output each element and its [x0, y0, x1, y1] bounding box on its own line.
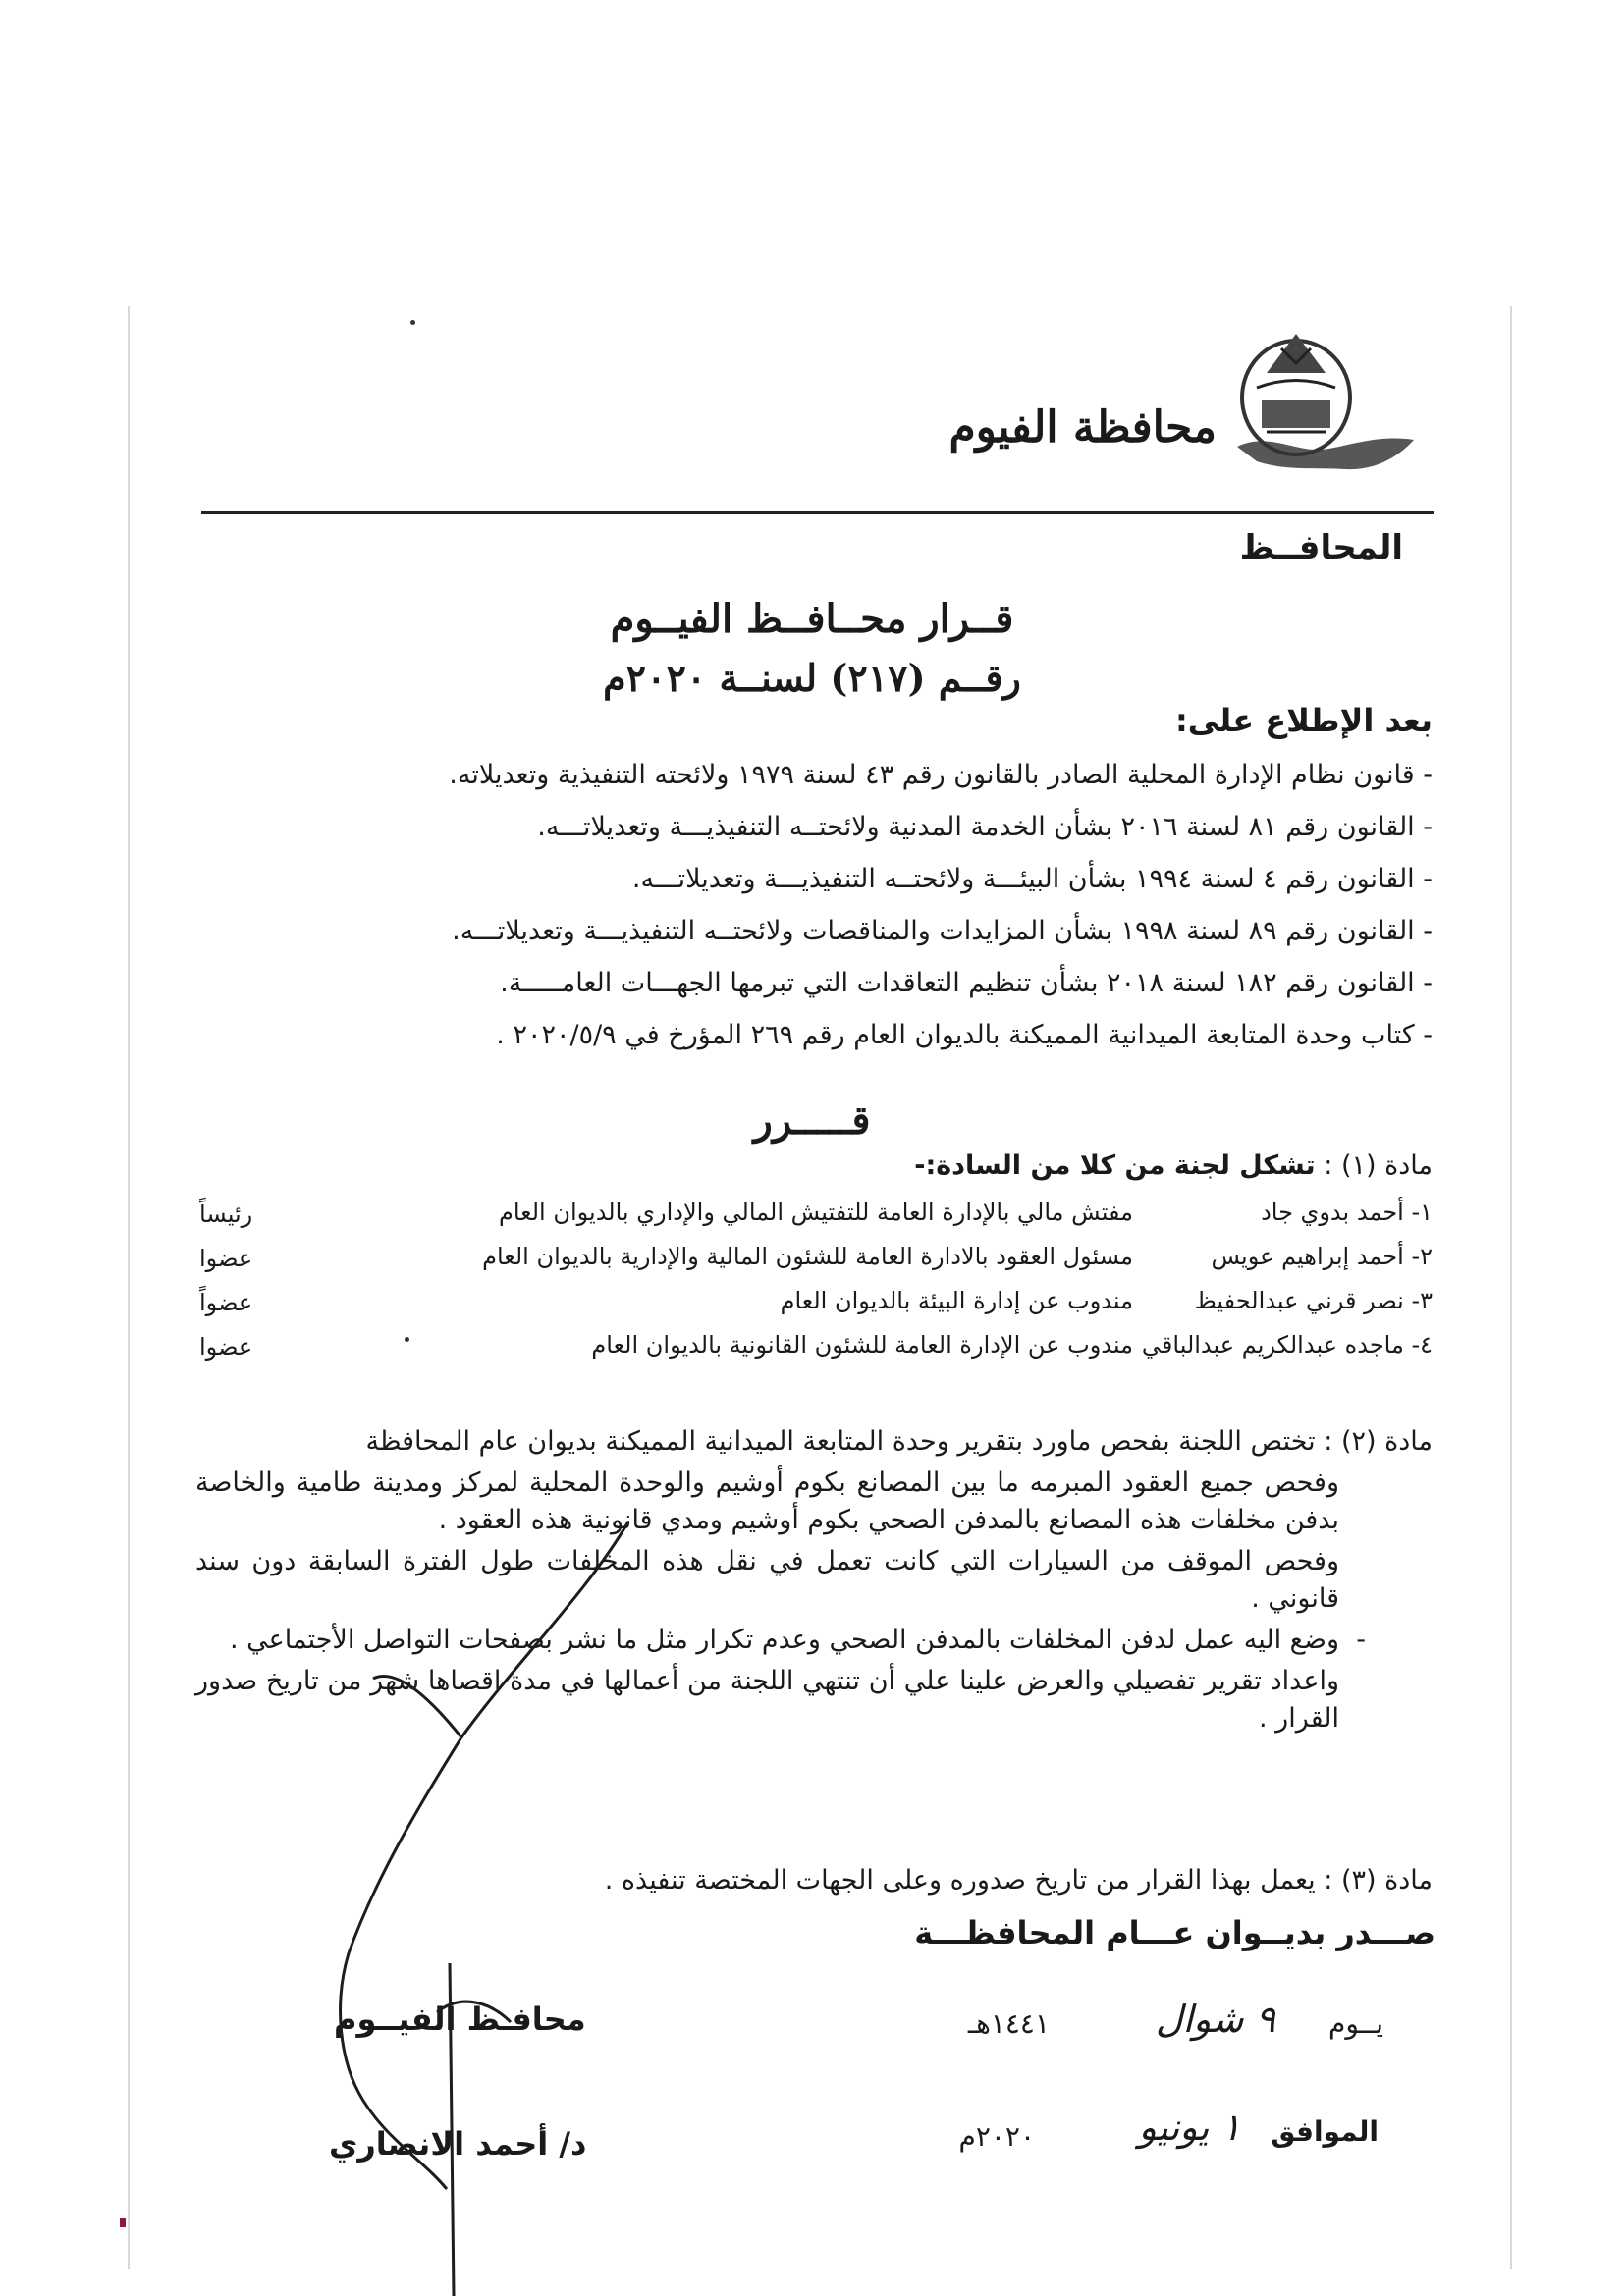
day-label: يــوم — [1328, 2007, 1383, 2040]
laws-list — [195, 749, 1433, 1061]
article-3-label: مادة (٣) : — [1324, 1865, 1433, 1896]
decides-heading: قـــــرر — [753, 1097, 871, 1144]
member-row — [195, 1193, 1433, 1237]
member-role: عضوا — [199, 1333, 253, 1361]
signatory-title: محافـظ الفيــوم — [334, 2001, 586, 2038]
article-1 — [914, 1150, 1433, 1181]
signatory-name: د/ أحمد الانصاري — [329, 2125, 587, 2163]
member-position: مسئول العقود بالادارة العامة للشئون المالية والإدارية بالديوان العام — [482, 1243, 1133, 1270]
governorate-name: محافظة الفيوم — [948, 402, 1217, 453]
member-role: رئيساً — [199, 1201, 253, 1228]
article-2-para: واعداد تقرير تفصيلي والعرض علينا علي أن تنتهي اللجنة من أعمالها في مدة اقصاها شهر من تاريخ صدور القرار . — [195, 1666, 1339, 1734]
member-position: مندوب عن إدارة البيئة بالديوان العام — [780, 1287, 1133, 1314]
article-2-para: - وضع اليه عمل لدفن المخلفات بالمدفن الصحي وعدم تكرار مثل ما نشر بصفحات التواصل الأجتماعي . — [195, 1622, 1433, 1659]
stray-mark — [410, 320, 415, 325]
decree-number: رقــم (٢١٧) لسنــة ٢٠٢٠م — [603, 656, 1021, 700]
decree-title: قــرار محــافــظ الفيــوم — [610, 596, 1014, 642]
article-2-lead-text: تختص اللجنة بفحص ماورد بتقرير وحدة المتابعة الميدانية المميكنة بديوان عام المحافظة — [365, 1426, 1316, 1457]
law-item: - القانون رقم ٨٩ لسنة ١٩٩٨ بشأن المزايدات والمناقصات ولائحتــه التنفيذيـــة وتعديلاتـــه. — [452, 916, 1433, 946]
law-item: - القانون رقم ١٨٢ لسنة ٢٠١٨ بشأن تنظيم التعاقدات التي تبرمها الجهـــات العامـــــة. — [500, 968, 1433, 998]
member-name: ٢- أحمد إبراهيم عويس — [1211, 1243, 1433, 1270]
gregorian-date-handwritten: ١ يونيو — [1138, 2106, 1241, 2149]
member-row — [195, 1281, 1433, 1325]
member-name: ١- أحمد بدوي جاد — [1261, 1199, 1433, 1226]
gregorian-year: ٢٠٢٠م — [958, 2120, 1035, 2153]
member-name: ٤- ماجده عبدالكريم عبدالباقي — [1141, 1331, 1433, 1359]
article-3-text: يعمل بهذا القرار من تاريخ صدوره وعلى الجهات المختصة تنفيذه . — [604, 1865, 1316, 1896]
member-row — [195, 1237, 1433, 1281]
member-position: مندوب عن الإدارة العامة للشئون القانونية بالديوان العام — [591, 1331, 1133, 1359]
member-name: ٣- نصر قرني عبدالحفيظ — [1194, 1287, 1433, 1314]
member-role: عضوا — [199, 1245, 253, 1272]
law-item: - القانون رقم ٤ لسنة ١٩٩٤ بشأن البيئـــة ولائحتــه التنفيذيـــة وتعديلاتـــه. — [631, 864, 1433, 894]
preamble-heading: بعد الإطلاع على: — [1174, 702, 1433, 739]
law-item: - كتاب وحدة المتابعة الميدانية المميكنة بالديوان العام رقم ٢٦٩ المؤرخ في ٢٠٢٠/٥/٩ . — [496, 1020, 1433, 1050]
article-2-para: وفحص الموقف من السيارات التي كانت تعمل في نقل هذه المخلفات طول الفترة السابقة دون سند قانوني . — [195, 1546, 1339, 1614]
article-2-lead — [195, 1423, 1433, 1461]
issued-at: صـــدر بديــوان عـــام المحافظـــة — [914, 1914, 1435, 1951]
law-item: - القانون رقم ٨١ لسنة ٢٠١٦ بشأن الخدمة المدنية ولائحتــه التنفيذيـــة وتعديلاتـــه. — [537, 812, 1433, 842]
gregorian-label: الموافق — [1271, 2115, 1379, 2148]
law-item: - قانون نظام الإدارة المحلية الصادر بالقانون رقم ٤٣ لسنة ١٩٧٩ ولائحته التنفيذية وتعديلاته. — [449, 760, 1433, 790]
hijri-year: ١٤٤١هـ — [967, 2007, 1050, 2040]
article-1-label: مادة (١) : — [1324, 1150, 1433, 1181]
governorate-emblem-icon — [1227, 324, 1424, 481]
header-divider — [201, 511, 1434, 514]
article-2-label: مادة (٢) : — [1324, 1426, 1433, 1457]
hijri-date-handwritten: ٩ شوال — [1155, 1998, 1275, 2041]
scan-mark — [120, 2218, 126, 2227]
member-role: عضواً — [199, 1289, 253, 1316]
article-2 — [195, 1423, 1433, 1741]
article-1-text: تشكل لجنة من كلا من السادة:- — [914, 1150, 1316, 1181]
article-3 — [605, 1865, 1433, 1896]
governor-label: المحافــظ — [1239, 528, 1403, 567]
committee-members — [195, 1193, 1433, 1369]
article-2-para: وفحص جميع العقود المبرمه ما بين المصانع بكوم أوشيم والوحدة المحلية لمركز ومدينة طامية والخاصة بدفن مخلفات هذه المصانع بالمدفن الصحي بكوم أوشيم ومدي قانونية هذه العقود . — [195, 1468, 1339, 1535]
member-row — [195, 1325, 1433, 1369]
member-position: مفتش مالي بالإدارة العامة للتفتيش المالي والإداري بالديوان العام — [498, 1199, 1133, 1226]
